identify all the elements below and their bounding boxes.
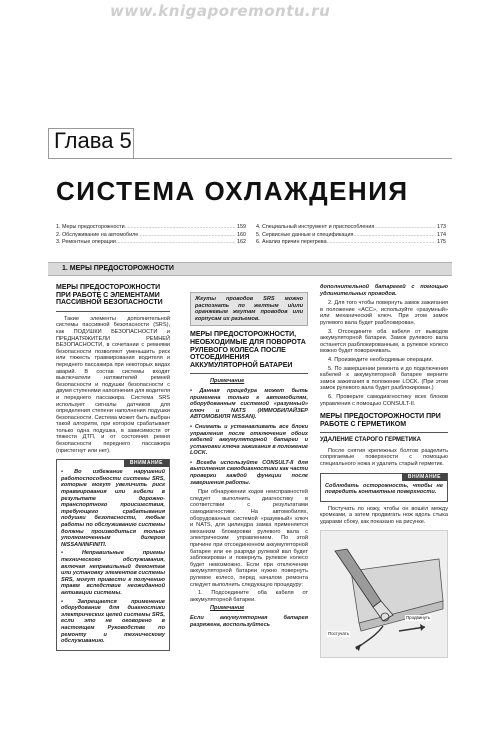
srs-heading: МЕРЫ ПРЕДОСТОРОЖНОСТИ ПРИ РАБОТЕ С ЭЛЕМЕНТАМИ ПАССИВНОЙ БЕЗОПАСНОСТИ [56, 284, 163, 307]
srs-harness-note: Жгуты проводов SRS можно распознать по желтым и/или оранжевым жгутам проводов или корпусам их разъемов. [190, 292, 308, 326]
column-3 [320, 284, 448, 658]
toc-item[interactable]: 3. Ремонтные операции ..... 162 [56, 239, 246, 247]
watermark [0, 0, 500, 30]
sealant-removal-illustration [320, 530, 448, 658]
illustration-label-advance: Продвинуть [406, 614, 431, 620]
note-title: Примечание [210, 378, 245, 385]
note-item: • Снимать и устанавливать все блоки управления после отключения обоих кабелей аккумуляторной батареи и установки ключа зажигания в положение LOCK. [190, 423, 308, 457]
srs-paragraph: Такие элементы дополнительной системы пассивной безопасности (SRS), как ПОДУШКИ БЕЗОПАСНОСТИ и ПРЕДНАТЯЖИТЕЛИ РЕМНЕЙ БЕЗОПАСНОСТИ, в сочетании с ремнями безопасности позволяют уменьшить риск или тяжесть травмирования водителя и переднего пассажира при некоторых видах аварий. В состав системы входят выключатели натяжителей ремней безопасности и подушки безопасности с двумя ступенями наполнения для водителя и переднего пассажира. Система SRS использует сигналы датчиков для определения степени наполнения подушки безопасности. Система может быть выбран такой алгоритм, при котором срабатывает только одна подушка, в зависимости от тяжести ДТП, и от состояния ремня безопасности переднего пассажира (пристегнут или нет). [56, 315, 170, 454]
warning-badge: ВНИМАНИЕ [124, 459, 169, 467]
heading-rule [190, 373, 308, 374]
warning-item: Соблюдать осторожность, чтобы не повредить контактные поверхности. [325, 482, 443, 496]
column-2 [190, 292, 308, 631]
steering-paragraph: При обнаружении кодов неисправностей следует выполнить диагностику в соответствии с результатами самодиагностики. На автомобилях, оборудованных системой «разумный» ключ и NATS, для цилиндра замка применяется механизм блокировки рулевого вала с электрическим управлением. По этой причине при отсоединенном аккумуляторной батарее или ее разряде рулевой вал будет заблокирован и повернуть рулевое колесо будет невозможно. Если при отключении аккумуляторной батареи нужно повернуть рулевое колесо, перед началом ремонта следует выполнить следующую процедуру: [190, 489, 308, 588]
warning-box [56, 459, 170, 650]
chapter-divider [48, 158, 452, 159]
column-1 [56, 284, 170, 651]
note-title: Примечание [210, 605, 245, 612]
note-continuation: дополнительной батарееей с помощью удлинительных проводов. [320, 284, 448, 297]
step-2: 2. Для того чтобы повернуть замок зажигания в положение «ACC», используйте «разумный» или механический ключ. При этом замок рулевого вала будет разблокирован. [320, 300, 448, 326]
sealant-paragraph: После снятия крепежных болтов разделить сопрягаемые поверхности с помощью специального ножа и удалить старый герметик. [320, 447, 448, 468]
toc-item[interactable]: 5. Сервисные данные и спецификация ..... 174 [256, 232, 446, 240]
sealant-heading: МЕРЫ ПРЕДОСТОРОЖНОСТИ ПРИ РАБОТЕ С ГЕРМЕТИКОМ [320, 413, 441, 428]
toc-item[interactable]: 6. Анализ причин перегрева ..... 175 [256, 239, 446, 247]
section-header-bar [48, 262, 452, 276]
section-title: 1. МЕРЫ ПРЕДОСТОРОЖНОСТИ [62, 265, 174, 272]
step-6: 6. Проверьте самодиагностику всех блоков управления с помощью CONSULT-II. [320, 393, 448, 407]
note-item: • Всегда используйте CONSULT-II для выполнения самодиагностики как части проверки каждой функции после завершения работы. [190, 459, 308, 486]
watermark-text: www.knigaporemontu.ru [110, 2, 331, 20]
step-1: 1. Подсоедините оба кабеля от аккумуляторной батареи. [190, 590, 308, 603]
warning-badge: ВНИМАНИЕ [402, 473, 447, 481]
step-4: 4. Произведите необходимые операции. [328, 356, 434, 363]
heading-rule [320, 432, 448, 433]
note-item: • Данная процедура может быть применена только к автомобилям, оборудованным системой «разумный» ключ и NATS (ИММОБИЛАЙЗЕР АВТОМОБИЛЯ NISSAN). [190, 387, 308, 421]
chapter-title: Глава 5 [54, 128, 132, 153]
page-title: СИСТЕМА ОХЛАЖДЕНИЯ [56, 176, 409, 206]
sealant-removal-drawing [321, 531, 448, 658]
sealant-subheading: УДАЛЕНИЕ СТАРОГО ГЕРМЕТИКА [320, 437, 421, 444]
illustration-label-tap: Постучать [328, 630, 349, 636]
warning-item: • Неправильные приемы технического обслуживания, включая неправильный демонтаж или установку элементов системы SRS, могут привести к получению травм вследствие неожиданной активации системы. [61, 550, 165, 596]
table-of-contents [56, 224, 446, 254]
toc-item[interactable]: 2. Обслуживание на автомобиле ..... 160 [56, 232, 246, 240]
steering-heading: МЕРЫ ПРЕДОСТОРОЖНОСТИ, НЕОБХОДИМЫЕ ДЛЯ ПОВОРОТА РУЛЕВОГО КОЛЕСА ПОСЛЕ ОТСОЕДИНЕНИЯ АККУМУЛЯТОРНОЙ БАТАРЕИ [190, 331, 306, 369]
toc-column-left [56, 224, 246, 247]
toc-column-right [256, 224, 446, 247]
toc-item[interactable]: 4. Специальный инструмент и приспособления ..... 173 [256, 224, 446, 232]
sealant-paragraph-2: Постучать по ножу, чтобы он вошёл между кромками, а затем продвигать нож вдоль стыка ударами сбоку, как показано на рисунке. [320, 505, 448, 526]
step-3: 3. Отсоедините оба кабеля от выводов аккумуляторной батареи. Замок рулевого вала останется разблокированным, а рулевое колесо можно будет поворачивать. [320, 328, 448, 355]
heading-rule [56, 311, 170, 312]
warning-box [320, 473, 448, 502]
note-item: Если аккумуляторная батарея разряжена, воспользуйтесь [190, 614, 308, 628]
warning-item: • Запрещается применение оборудование для диагностики электрических цепей системы SRS, если это не оговорено в настоящем Руководстве по ремонту и техническому обслуживанию. [61, 598, 165, 645]
toc-item[interactable]: 1. Меры предосторожности ..... 159 [56, 224, 246, 232]
warning-item: • Во избежание нарушений работоспособности системы SRS, которые могут увеличить риск травмирования или гибели в результате дорожно-транспортного происшествия, требующего срабатывания подушки безопасности, любые работы по обслуживанию системы должны производиться только уполномоченным дилером NISSAN/INFINITI. [61, 469, 165, 548]
step-5: 5. По завершении ремонта и до подключения кабелей к аккумуляторной батарее верните замок зажигания в положение LOCK. (При этом замок рулевого вала будет разблокирован.) [320, 365, 448, 392]
